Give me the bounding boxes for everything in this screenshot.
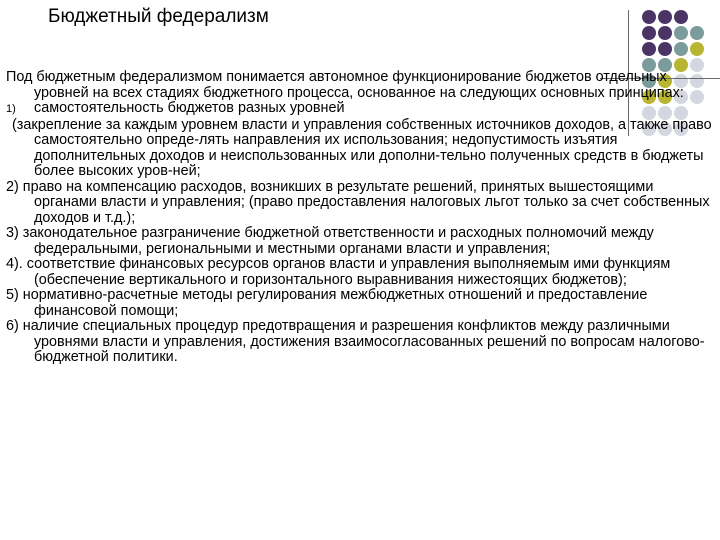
principle-1 — [6, 101, 714, 118]
decor-dot — [674, 26, 688, 40]
decor-dot — [690, 42, 704, 56]
body-text — [6, 70, 714, 366]
principle-1-marker: 1) — [6, 103, 16, 115]
principle-1-text: самостоятельность бюджетов разных уровней — [34, 100, 345, 116]
principle-3: 3) законодательное разграничение бюджетной ответственности и расходных полномочий между федеральными, региональными и местными органами власти и управления; — [6, 225, 654, 257]
decor-dot — [674, 42, 688, 56]
decor-dot — [658, 42, 672, 56]
decor-dot — [642, 10, 656, 24]
decor-dot — [690, 26, 704, 40]
decor-dot — [658, 26, 672, 40]
principle-4: 4). соответствие финансовых ресурсов органов власти и управления выполняемым ими функциям (обеспечение вертикального и горизонтального выравнивания нижестоящих бюджетов); — [6, 256, 671, 288]
page-title: Бюджетный федерализм — [48, 6, 269, 27]
decor-dot — [658, 10, 672, 24]
principle-6: 6) наличие специальных процедур предотвращения и разрешения конфликтов между различными уровнями власти и управления, достижения взаимосогласованных решений по вопросам налогово-бюджетной политики. — [6, 318, 705, 365]
principle-1-detail: (закрепление за каждым уровнем власти и управления собственных источников доходов, а также право самостоятельно опреде-лять направления их использования; недопустимость изъятия дополнительных доходов и неиспользованных или дополни-тельно полученных средств в бюджеты более высоких уров-ней; — [12, 116, 712, 179]
intro-paragraph: Под бюджетным федерализмом понимается автономное функционирование бюджетов отдельных уровней на всех стадиях бюджетного процесса, основанное на следующих основных принципах: — [6, 69, 684, 101]
decor-dot — [642, 42, 656, 56]
principle-5: 5) нормативно-расчетные методы регулирования межбюджетных отношений и предоставление финансовой помощи; — [6, 287, 648, 319]
principle-2: 2) право на компенсацию расходов, возникших в результате решений, принятых вышестоящими органами власти и управления; (право предоставления налоговых льгот только за счет собственных доходов и т.д.); — [6, 178, 710, 226]
decor-dot — [674, 10, 688, 24]
decor-dot — [642, 26, 656, 40]
